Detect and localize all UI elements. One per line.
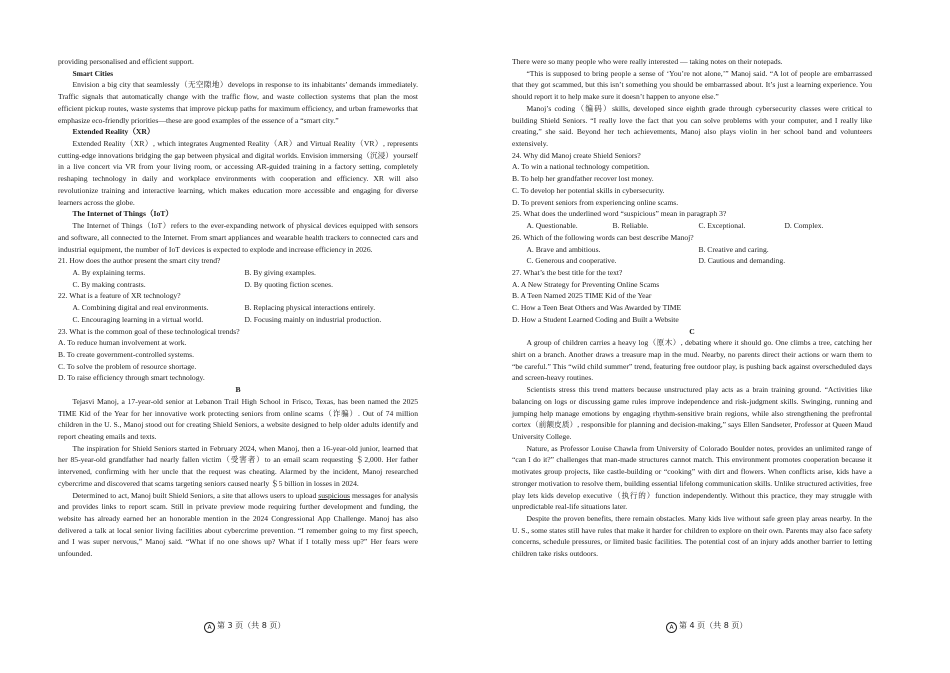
paragraph: “This is supposed to bring people a sense of ‘You’re not alone,’” Manoj said. “A lot of people are embarrassed that they got scammed, but this isn’t something you should be embarrassed about. It’s just a learning experience. You should report it to help make sure it doesn’t happen to anyone else.”: [512, 68, 872, 102]
option: D. To prevent seniors from experiencing online scams.: [512, 197, 679, 207]
options-row: [72, 302, 418, 314]
option: D. Focusing mainly on industrial production.: [244, 314, 382, 324]
option: C. How a Teen Beat Others and Was Awarded by TIME: [512, 303, 682, 313]
option: A. Combining digital and real environments.: [72, 303, 209, 313]
heading-smart-cities: Smart Cities: [72, 68, 114, 78]
page-footer-left: [204, 620, 285, 633]
option: D. How a Student Learned Coding and Built a Website: [512, 314, 679, 324]
page-number: 第 4 页（共 8 页）: [679, 621, 748, 630]
page-number: 第 3 页（共 8 页）: [217, 621, 286, 630]
option: B. A Teen Named 2025 TIME Kid of the Year: [512, 291, 652, 301]
option: B. Replacing physical interactions entirely.: [244, 303, 376, 313]
paragraph: Tejasvi Manoj, a 17-year-old senior at Lebanon Trail High School in Frisco, Texas, has been named the 2025 TIME Kid of the Year for her innovative work protecting seniors from online scams（诈骗）. Out of 74 million children in the U. S., Manoj stood out for creating Shield Seniors, a website designed to help older adults identify and report cheating emails and texts.: [58, 396, 418, 441]
paragraph: Nature, as Professor Louise Chawla from University of Colorado Boulder notes, provides an unlimited range of “can I do it?” challenges that man-made structures cannot match. This environment promotes cooperation because it motivates group projects, like castle-building or “cooking” with dirt and flowers. When conflicts arise, kids have a stronger motivation to resolve them, building essential lifelong communication skills. Unlike structured activities, free play lets kids develop executive（执行的）function independently. Without this practice, they may struggle with unpredictable real-life situations later.: [512, 443, 872, 512]
option: C. To solve the problem of resource shortage.: [58, 361, 197, 371]
paragraph: Extended Reality（XR）, which integrates Augmented Reality（AR）and Virtual Reality（VR）, represents cutting-edge innovations bridging the gap between physical and digital worlds. Envision immersing（沉浸）yourself in a live concert via VR from your living room, or accessing AR-guided training in a factory setting, completely reshaping technology in daily and workplace environments with cooperation and efficiency. XR will also revolutionize training and interactive learning, which makes education more accessible and engaging for diverse learners across the globe.: [58, 139, 418, 207]
option: A. Brave and ambitious.: [526, 244, 601, 254]
question-23: 23. What is the common goal of these technological trends?: [58, 326, 240, 336]
options-row: [72, 267, 418, 279]
heading-extended-reality: Extended Reality（XR）: [72, 127, 155, 137]
paragraph: Manoj’s coding（编码）skills, developed since eighth grade through cybersecurity classes were critical to building Shield Seniors. “I really love the fact that you can solve problems with your computer, and I really like creating,” she said. Beyond her tech achievements, Manoj also plays violin in her school band and volunteers extensively.: [512, 103, 872, 149]
option: A. Questionable.: [526, 221, 578, 231]
option: C. Exceptional.: [698, 221, 746, 231]
option: A. To win a national technology competition.: [512, 162, 650, 172]
option: D. To raise efficiency through smart technology.: [58, 373, 205, 383]
option: B. By giving examples.: [244, 267, 316, 277]
option: A. By explaining terms.: [72, 267, 146, 277]
options-row: [526, 255, 872, 267]
question-27: 27. What’s the best title for the text?: [512, 267, 623, 277]
options-row: [72, 314, 418, 326]
underlined-word: suspicious: [318, 490, 350, 500]
right-column: [512, 56, 872, 560]
question-21: 21. How does the author present the smart city trend?: [58, 256, 221, 266]
paragraph: Despite the proven benefits, there remain obstacles. Many kids live without safe green play areas nearby. In the U. S., some states still have rules that make it harder for children to explore on their own. Parents may also face safety concerns, schedule pressures, or limited basic facilities. The potential cost of an injury adds another barrier to letting children take risks outdoors.: [512, 514, 872, 559]
option: C. Encouraging learning in a virtual world.: [72, 314, 204, 324]
page-footer-right: [666, 620, 747, 633]
question-22: 22. What is a feature of XR technology?: [58, 291, 181, 301]
paragraph: A group of children carries a heavy log（原木）, debating where it should go. One climbs a tree, catching her shirt on a branch. Another draws a treasure map in the mud. Nearby, no parents direct their actions or warn them to “be careful.” This “wild child summer” trend, featuring free outdoor play, is pushing back against overscheduled days and screen-heavy routines.: [512, 338, 872, 383]
option: D. Cautious and demanding.: [698, 256, 786, 266]
paragraph: providing personalised and efficient support.: [58, 57, 194, 66]
options-row: [526, 220, 872, 232]
option: C. Generous and cooperative.: [526, 256, 617, 266]
options-row: [72, 279, 418, 291]
text-run: messages for analysis and provides links to report scam. Still in private preview mode requiring further development and funding, the website has already earned her an honorable mention in the 2024 Congressional App Challenge. Manoj has also delivered a talk at local senior living facilities about cybercrime prevention. “I remember going to my first speech, and I was super nervous,” Manoj said. “What if no one shows up? What if I totally mess up?” Her fears were unfounded.: [58, 490, 418, 559]
paragraph: Scientists stress this trend matters because unstructured play acts as a brain training ground. “Activities like balancing on logs or discussing game rules improve independence and risk-judgment skills. Swinging, running and jumping help manage emotions by engaging rhythm-sensitive brain regions, while also strengthening the prefrontal cortex（前额皮质）, responsible for planning and decision-making,” says Ellen Sandseter, Professor at Queen Maud University College.: [512, 385, 872, 441]
option: A. To reduce human involvement at work.: [58, 338, 187, 348]
question-24: 24. Why did Manoj create Shield Seniors?: [512, 150, 641, 160]
paper-version-badge: A: [204, 622, 215, 633]
paragraph: The inspiration for Shield Seniors started in February 2024, when Manoj, then a 16-year-old junior, learned that her 85-year-old grandfather had nearly fallen victim（受害者）to an email scam requesting ＄2,000. Her father intervened, confirming with her uncle that the request was cheating. Alarmed by the incident, Manoj researched cybercrime and discovered that scams targeting seniors caused nearly ＄5 billion in losses in 2024.: [58, 443, 418, 488]
options-row: [526, 244, 872, 256]
option: B. Creative and caring.: [698, 244, 769, 254]
option: B. To create government-controlled systems.: [58, 349, 194, 359]
option: D. By quoting fiction scenes.: [244, 279, 334, 289]
question-26: 26. Which of the following words can best describe Manoj?: [512, 232, 694, 242]
question-25: 25. What does the underlined word “suspicious” mean in paragraph 3?: [512, 209, 727, 219]
option: C. By making contrasts.: [72, 279, 146, 289]
option: B. To help her grandfather recover lost money.: [512, 174, 654, 184]
paragraph: [58, 490, 418, 560]
option: C. To develop her potential skills in cybersecurity.: [512, 185, 665, 195]
paragraph: The Internet of Things（IoT）refers to the ever-expanding network of physical devices equipped with sensors and software, all connected to the Internet. From smart appliances and wearable health trackers to connected cars and industrial equipment, the number of IoT devices is expected to explode and increase efficiency in 2026.: [58, 221, 418, 254]
section-label-c: C: [689, 326, 695, 336]
option: B. Reliable.: [612, 221, 649, 231]
text-run: Determined to act, Manoj built Shield Seniors, a site that allows users to upload: [72, 490, 319, 500]
left-column: [58, 56, 418, 560]
option: D. Complex.: [784, 221, 824, 231]
option: A. A New Strategy for Preventing Online Scams: [512, 279, 660, 289]
heading-iot: The Internet of Things（IoT）: [72, 209, 173, 219]
paragraph: There were so many people who were really interested — taking notes on their notepads.: [512, 57, 783, 66]
paragraph: Envision a big city that seamlessly（无空隙地）develops in response to its inhabitants’ demands immediately. Traffic signals that automatically change with the traffic flow, and waste collection systems that plan the most efficient pickup routes, waste systems that improve pickup paths for maximum efficiency, and urban frameworks that emphasize eco-friendly priorities—these are good examples of the essence of a “smart city.”: [58, 80, 418, 125]
paper-version-badge: A: [666, 622, 677, 633]
section-label-b: B: [235, 385, 241, 395]
